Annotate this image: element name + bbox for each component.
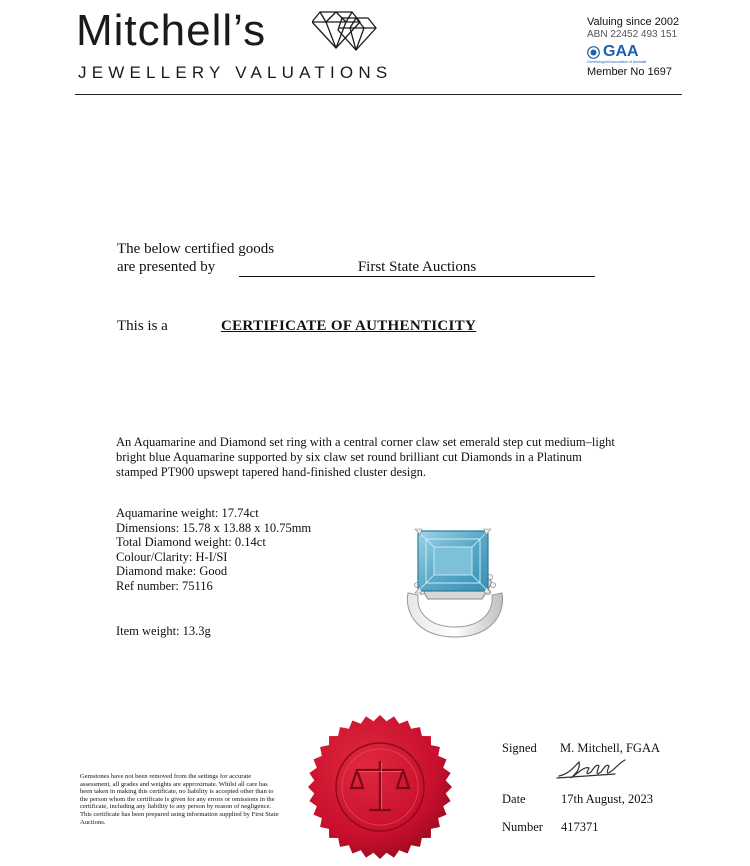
gaa-logo <box>587 43 697 61</box>
number-label: Number <box>502 820 543 834</box>
gaa-caption: Gemmological Association of Australia <box>587 60 647 64</box>
spec-ref-number: Ref number: 75116 <box>116 578 213 593</box>
wax-seal-scales-icon <box>305 712 455 862</box>
spec-diamond-make: Diamond make: Good <box>116 564 228 578</box>
signed-label: Signed <box>502 741 537 755</box>
spec-colour-clarity: Colour/Clarity: H-I/SI <box>116 549 228 564</box>
accreditation-block <box>587 16 697 78</box>
ring-photo <box>400 525 510 640</box>
date-value: 17th August, 2023 <box>561 792 654 806</box>
presenter-name: First State Auctions <box>239 259 595 277</box>
certificate-title: CERTIFICATE OF AUTHENTICITY <box>221 318 477 334</box>
valuing-since: Valuing since 2002 <box>587 16 680 28</box>
number-value: 417371 <box>561 820 599 834</box>
gaa-text: GAA <box>603 43 639 60</box>
spec-dimensions: Dimensions: 15.78 x 13.88 x 10.75mm <box>116 520 312 535</box>
diamond-outline-icon <box>312 8 382 54</box>
date-label: Date <box>502 792 526 806</box>
certificate-prefix: This is a <box>117 318 168 334</box>
abn-number: ABN 22452 493 151 <box>587 29 678 40</box>
brand-subtitle: JEWELLERY VALUATIONS <box>78 63 393 82</box>
item-weight: Item weight: 13.3g <box>116 624 211 638</box>
member-number: Member No 1697 <box>587 66 672 78</box>
header-divider <box>75 94 682 95</box>
signed-value: M. Mitchell, FGAA <box>560 741 660 755</box>
disclaimer: Gemstones have not been removed from the settings for accurate assessment, all grades and weights are approximate. Whilst all care has been taken in making this certificate, no liability is accepted other than to the person whom the certificate is given for any errors or omissions in the certificate, including any liability to any person by reason of negligence. This certificate has been prepared using information supplied by First State Auctions. <box>80 773 279 826</box>
spec-diamond-weight: Total Diamond weight: 0.14ct <box>116 535 266 549</box>
brand-name: Mitchell’s <box>76 6 267 55</box>
presented-line-2: are presented by <box>117 259 216 275</box>
gaa-globe-icon <box>587 46 600 59</box>
presented-line-1: The below certified goods <box>117 241 275 257</box>
spec-aquamarine-weight: Aquamarine weight: 17.74ct <box>116 506 259 520</box>
specs-list <box>116 506 311 593</box>
handwritten-signature <box>555 756 635 782</box>
item-description: An Aquamarine and Diamond set ring with a central corner claw set emerald step cut medium–light bright blue Aquamarine supported by six claw set round brilliant cut Diamonds in a Platinum stamped PT900 upswept tapered hand-finished cluster design. <box>116 435 615 479</box>
